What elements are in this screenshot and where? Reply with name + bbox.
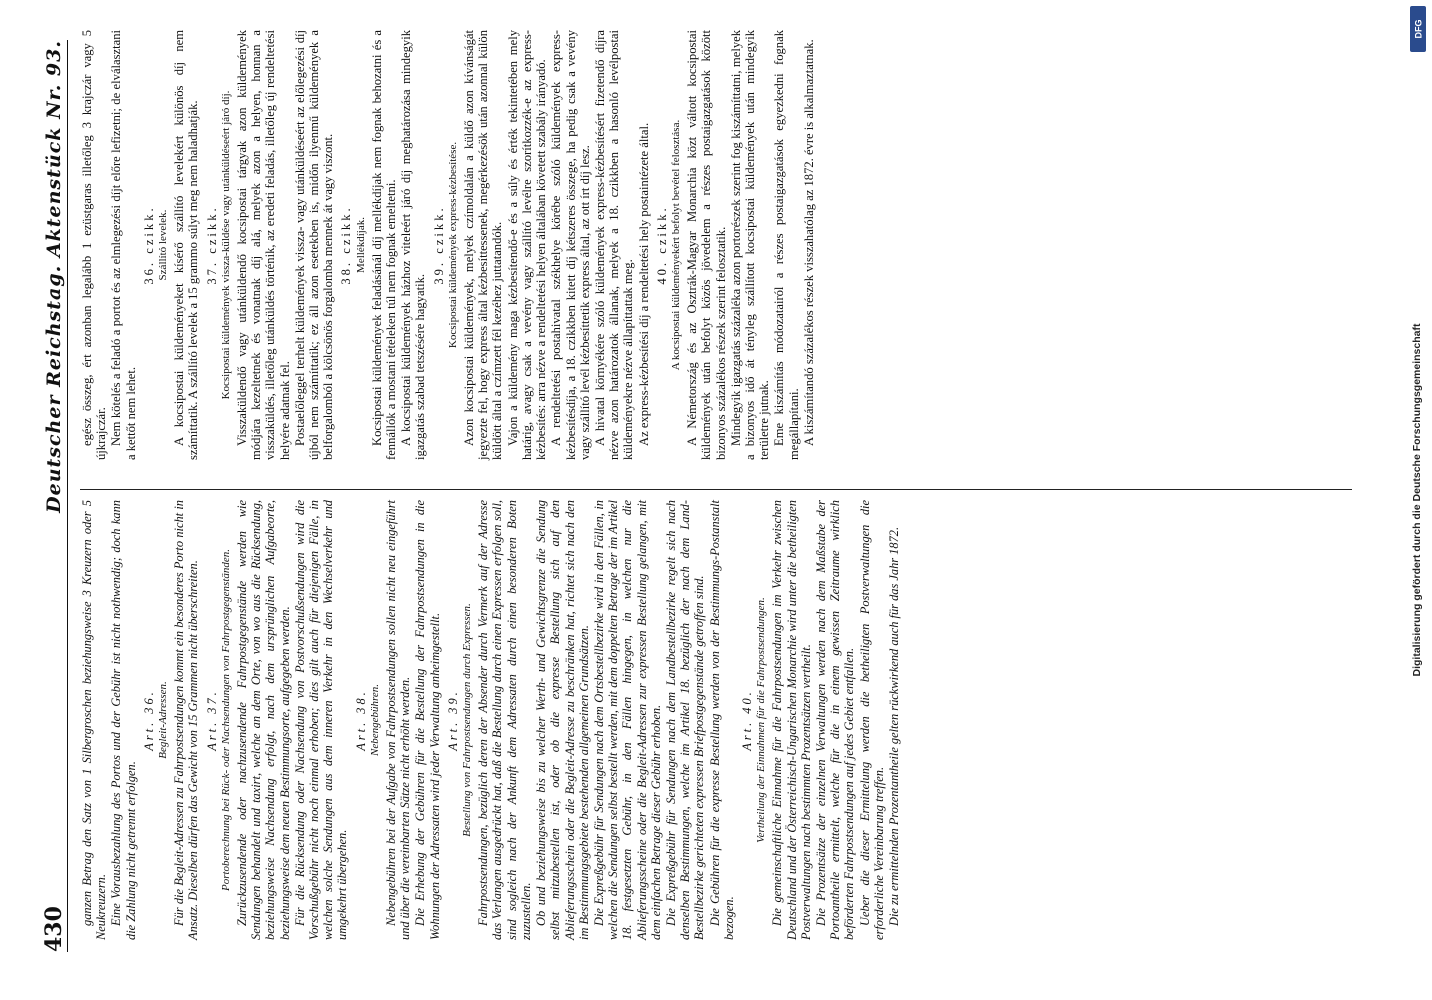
dfg-logo-badge[interactable] — [1410, 6, 1426, 52]
german-paragraph: Die Expreßgebühr für Sendungen nach dem Ortsbestellbezirke wird in den Fällen, in welchen die Sendungen selbst bestellt werden, mit dem doppelten Betrage der im Artikel 18. festgesetzten Gebühr, in den Fällen hingegen, in welchen nur die Ablieferungsscheine oder die Begleit-Adressen zur expressen Bestellung gelangen, mit dem einfachen Betrage dieser Gebühr erhoben. — [591, 500, 663, 940]
hungarian-paragraph: Mindegyik igazgatás százaléka azon portorészek szerint fog kiszámíttatni, melyek a bizonyos idő át tényleg szállított kocsipostai küldemények után mindegyik területre jutnak. — [728, 30, 772, 460]
german-article-subtitle: Nebengebühren. — [368, 684, 381, 756]
hungarian-article-heading: 37. czikk. — [204, 205, 219, 285]
german-article-subtitle: Bestellung von Fahrpostsendungen durch Expressen. — [461, 603, 474, 837]
hungarian-paragraph: Kocsipostai küldemények feladásánál díj mellékdíjak nem fognak behozatni és a fennállók a mostani tételeken túl nem fognak emeltetni. — [369, 30, 399, 460]
german-paragraph: Ueber die dieser Ermittelung werden die betheiligten Postverwaltungen die erforderliche Vereinbarung treffen. — [857, 500, 886, 940]
hungarian-article-subtitle: A kocsipostai küldeményekért befolyt bevétel felosztása. — [669, 119, 682, 371]
digitization-credit: Digitalisierung gefördert durch die Deutsche Forschungsgemeinschaft — [1411, 323, 1423, 677]
hungarian-paragraph: A Németország és az Osztrák-Magyar Monarchia közt váltott kocsipostai küldemények után befolyt közös jövedelem a részes postaigazgatások között bizonyos százalékos részek szerint felosztatik. — [685, 30, 728, 460]
german-article-heading: Art. 36. — [141, 689, 156, 751]
hungarian-article-heading: 40. czikk. — [654, 205, 669, 285]
hungarian-paragraph: Eme kiszámítás módozatairól a részes postaigazgatások egyezkedni fognak megállapítani. — [772, 30, 801, 460]
german-article-subtitle: Portoberechnung bei Rück- oder Nachsendungen von Fahrpostgegenständen. — [219, 548, 232, 892]
hungarian-article-heading: 39. czikk. — [431, 205, 446, 285]
german-paragraph: Die Erhebung der Gebühren für die Bestellung der Fahrpostsendungen in die Wohnungen der Adressaten wird jeder Verwaltung anheimgestellt. — [413, 500, 442, 940]
hungarian-paragraph: A rendeltetési postahivatal székhelye körébe szóló küldemények express-kézbesítésdíja, a 18. czikkben kitett díj kétszeres összege, ha pedig csak a vevény vagy szállító levél kézbesíttetik express által, az ott írt díj lesz. — [549, 30, 592, 460]
hungarian-text-column — [80, 30, 817, 460]
german-paragraph: Für die Begleit-Adressen zu Fahrpostsendungen kommt ein besonderes Porto nicht in Ansatz. Dieselben dürfen das Gewicht von 15 Grammen nicht überschreiten. — [172, 500, 201, 940]
hungarian-article-heading: 38. czikk. — [339, 205, 354, 285]
hungarian-article-subtitle: Kocsipostai küldemények express-kézbesítése. — [446, 141, 459, 349]
german-paragraph: Die Expreßgebühr für Sendungen nach dem Landbestellbezirke regelt sich nach denselben Bestimmungen, welche im Artikel 18. bezüglich der nach dem Land-Bestellbezirke gerichteten expressen Briefpostgegenstände getroffen sind. — [663, 500, 707, 940]
german-article-heading: Art. 39. — [445, 689, 460, 751]
hungarian-article-heading: 36. czikk. — [141, 205, 156, 285]
german-paragraph: Eine Vorausbezahlung des Portos und der Gebühr ist nicht nothwendig; doch kann die Zahlung nicht getrennt erfolgen. — [109, 500, 138, 940]
german-article-subtitle: Begleit-Adressen. — [157, 681, 170, 759]
running-title: Deutscher Reichstag. Aktenstück Nr. 93. — [42, 40, 65, 513]
hungarian-paragraph: A kocsipostai küldemények házhoz viteleért járó díj meghatározása mindegyik igazgatás szabad tetszésére hagyatik. — [399, 30, 428, 460]
hungarian-paragraph: Az express-kézbesítési díj a rendeltetési hely postaintézete által. — [636, 122, 651, 446]
hungarian-paragraph: A hivatal környékére szóló küldemények express-kézbesítésért fizetendő díjra nézve azon határozatok állanak, melyek a 18. czikkben a hasonló levélpostai küldeményekre nézve állapíttattak meg. — [592, 30, 636, 460]
hungarian-paragraph: A kocsipostai küldeményeket kísérő szállító levelekért különös díj nem számíttatik. A szállító levelek a 15 grammo súlyt meg nem haladhatják. — [172, 30, 201, 460]
hungarian-article-subtitle: Kocsipostai küldemények vissza-küldése vagy utánküldéseért járó díj. — [219, 90, 232, 400]
german-paragraph: Die Prozentsätze der einzelnen Verwaltungen werden nach dem Maßstabe der Portoantheile ermittelt, welche für die in einem gewissen Zeitraume wirklich beförderten Fahrpostsendungen auf jedes Gebiet entfallen. — [813, 500, 857, 940]
german-paragraph: Die gemeinschaftliche Einnahme für die Fahrpostsendungen im Verkehr zwischen Deutschland und der Österreichisch-Ungarischen Monarchie wird unter die betheiligten Postverwaltungen nach bestimmten Prozentsätzen vertheilt. — [770, 500, 813, 940]
page-header — [22, 40, 68, 952]
hungarian-paragraph: Nem kötelés a feladó a portot és az elmlegezési díjt előre lefizetni; de elválasztani a kettőt nem lehet. — [109, 30, 138, 460]
hungarian-article-subtitle: Szállító levelek. — [157, 209, 170, 281]
hungarian-paragraph: egész összeg, ért azonban legalább 1 ezüstgaras illetőleg 3 krajczár vagy 5 újkrajczár. — [80, 30, 109, 460]
hungarian-paragraph: Postaelőleggel terhelt küldemények vissza- vagy utánküldéseért az előlegezési díj újból nem számíttatik; ez áll azon esetekben is, midőn ilyenmű küldemények a belforgalomból a kölcsönös forgalomba mennek át vagy viszont. — [292, 30, 336, 460]
german-paragraph: Die Gebühren für die expresse Bestellung werden von der Bestimmungs-Postanstalt bezogen. — [707, 500, 736, 940]
hungarian-paragraph: Azon kocsipostai küldemények, melyek czímoldalán a küldő azon kívánságát jegyezte fel, hogy express által kézbesíttessenek, megérkezésök után azonnal külön küldött által a czímzett fél kezéhez juttatandók. — [462, 30, 505, 460]
german-article-heading: Art. 37. — [204, 689, 219, 751]
german-paragraph: Zurückzusendende oder nachzusendende Fahrpostgegenstände werden wie Sendungen behandelt und taxirt, welche an dem Orte, von wo aus die Rücksendung, beziehungsweise Nachsendung erfolgt, nach dem ursprünglichen Aufgabeorte, beziehungsweise dem neuen Bestimmungsorte, aufgegeben werden. — [235, 500, 292, 940]
german-text-column — [80, 500, 902, 940]
hungarian-paragraph: A kiszámítandó százalékos részek visszahatólag az 1872. évre is alkalmaztatnak. — [801, 39, 816, 446]
german-paragraph: Fahrpostsendungen, bezüglich deren der Absender durch Vermerk auf der Adresse das Verlangen ausgedrückt hat, daß die Bestellung durch einen Expressen erfolgen soll, sind sogleich nach der Ankunft dem Adressaten durch einen besonderen Boten zuzustellen. — [476, 500, 533, 940]
german-paragraph: Die zu ermittelnden Prozentantheile gelten rückwirkend auch für das Jahr 1872. — [886, 526, 901, 926]
hungarian-article-subtitle: Mellékdíjak. — [354, 217, 367, 273]
hungarian-paragraph: Visszaküldendő vagy utánküldendő kocsipostai tárgyak azon küldemények módjára kezeltetnek és vonatnak díj alá, melyek azon a helyen, honnan a visszaküldés, illetőleg utánküldés történik, az eredeti feladás, illetőleg új rendeltetési helyére adatnak fel. — [235, 30, 292, 460]
german-paragraph: ganzen Betrag den Satz von 1 Silbergroschen beziehungsweise 3 Kreuzern oder 5 Neukreuzern. — [80, 500, 109, 940]
german-paragraph: Ob und beziehungsweise bis zu welcher Werth- und Gewichtsgrenze die Sendung selbst mitzubestellen ist, oder ob die expresse Bestellung sich auf den Ablieferungsschein oder die Begleit-Adresse zu beschränken hat, richtet sich nach den im Bestimmungsgebiete bestehenden allgemeinen Grundsätzen. — [534, 500, 591, 940]
german-paragraph: Nebengebühren bei der Aufgabe von Fahrpostsendungen sollen nicht neu eingeführt und über die vereinbarten Sätze nicht erhöht werden. — [384, 500, 413, 940]
dfg-logo-text: DFG — [1413, 19, 1423, 39]
german-article-subtitle: Vertheilung der Einnahmen für die Fahrpostsendungen. — [755, 597, 768, 843]
german-paragraph: Für die Rücksendung oder Nachsendung von Postvorschußsendungen wird die Vorschußgebühr nicht noch einmal erhoben; dies gilt auch für diejenigen Fälle, in welchen solche Sendungen aus dem inneren Verkehr in den Wechselverkehr und umgekehrt übergehen. — [292, 500, 350, 940]
column-divider — [80, 489, 1352, 490]
german-article-heading: Art. 40. — [739, 689, 754, 751]
german-article-heading: Art. 38. — [353, 689, 368, 751]
hungarian-paragraph: Vajon a küldemény maga kézbesítendő-e és a súly és érték tekintetében mely határig, avagy csak a vevény vagy szállító levélre szorítkozzék-e az express-kézbesítés: arra nézve a rendeltetési helyen általában követett szabály irányadó. — [505, 30, 549, 460]
page-number: 430 — [40, 906, 67, 952]
